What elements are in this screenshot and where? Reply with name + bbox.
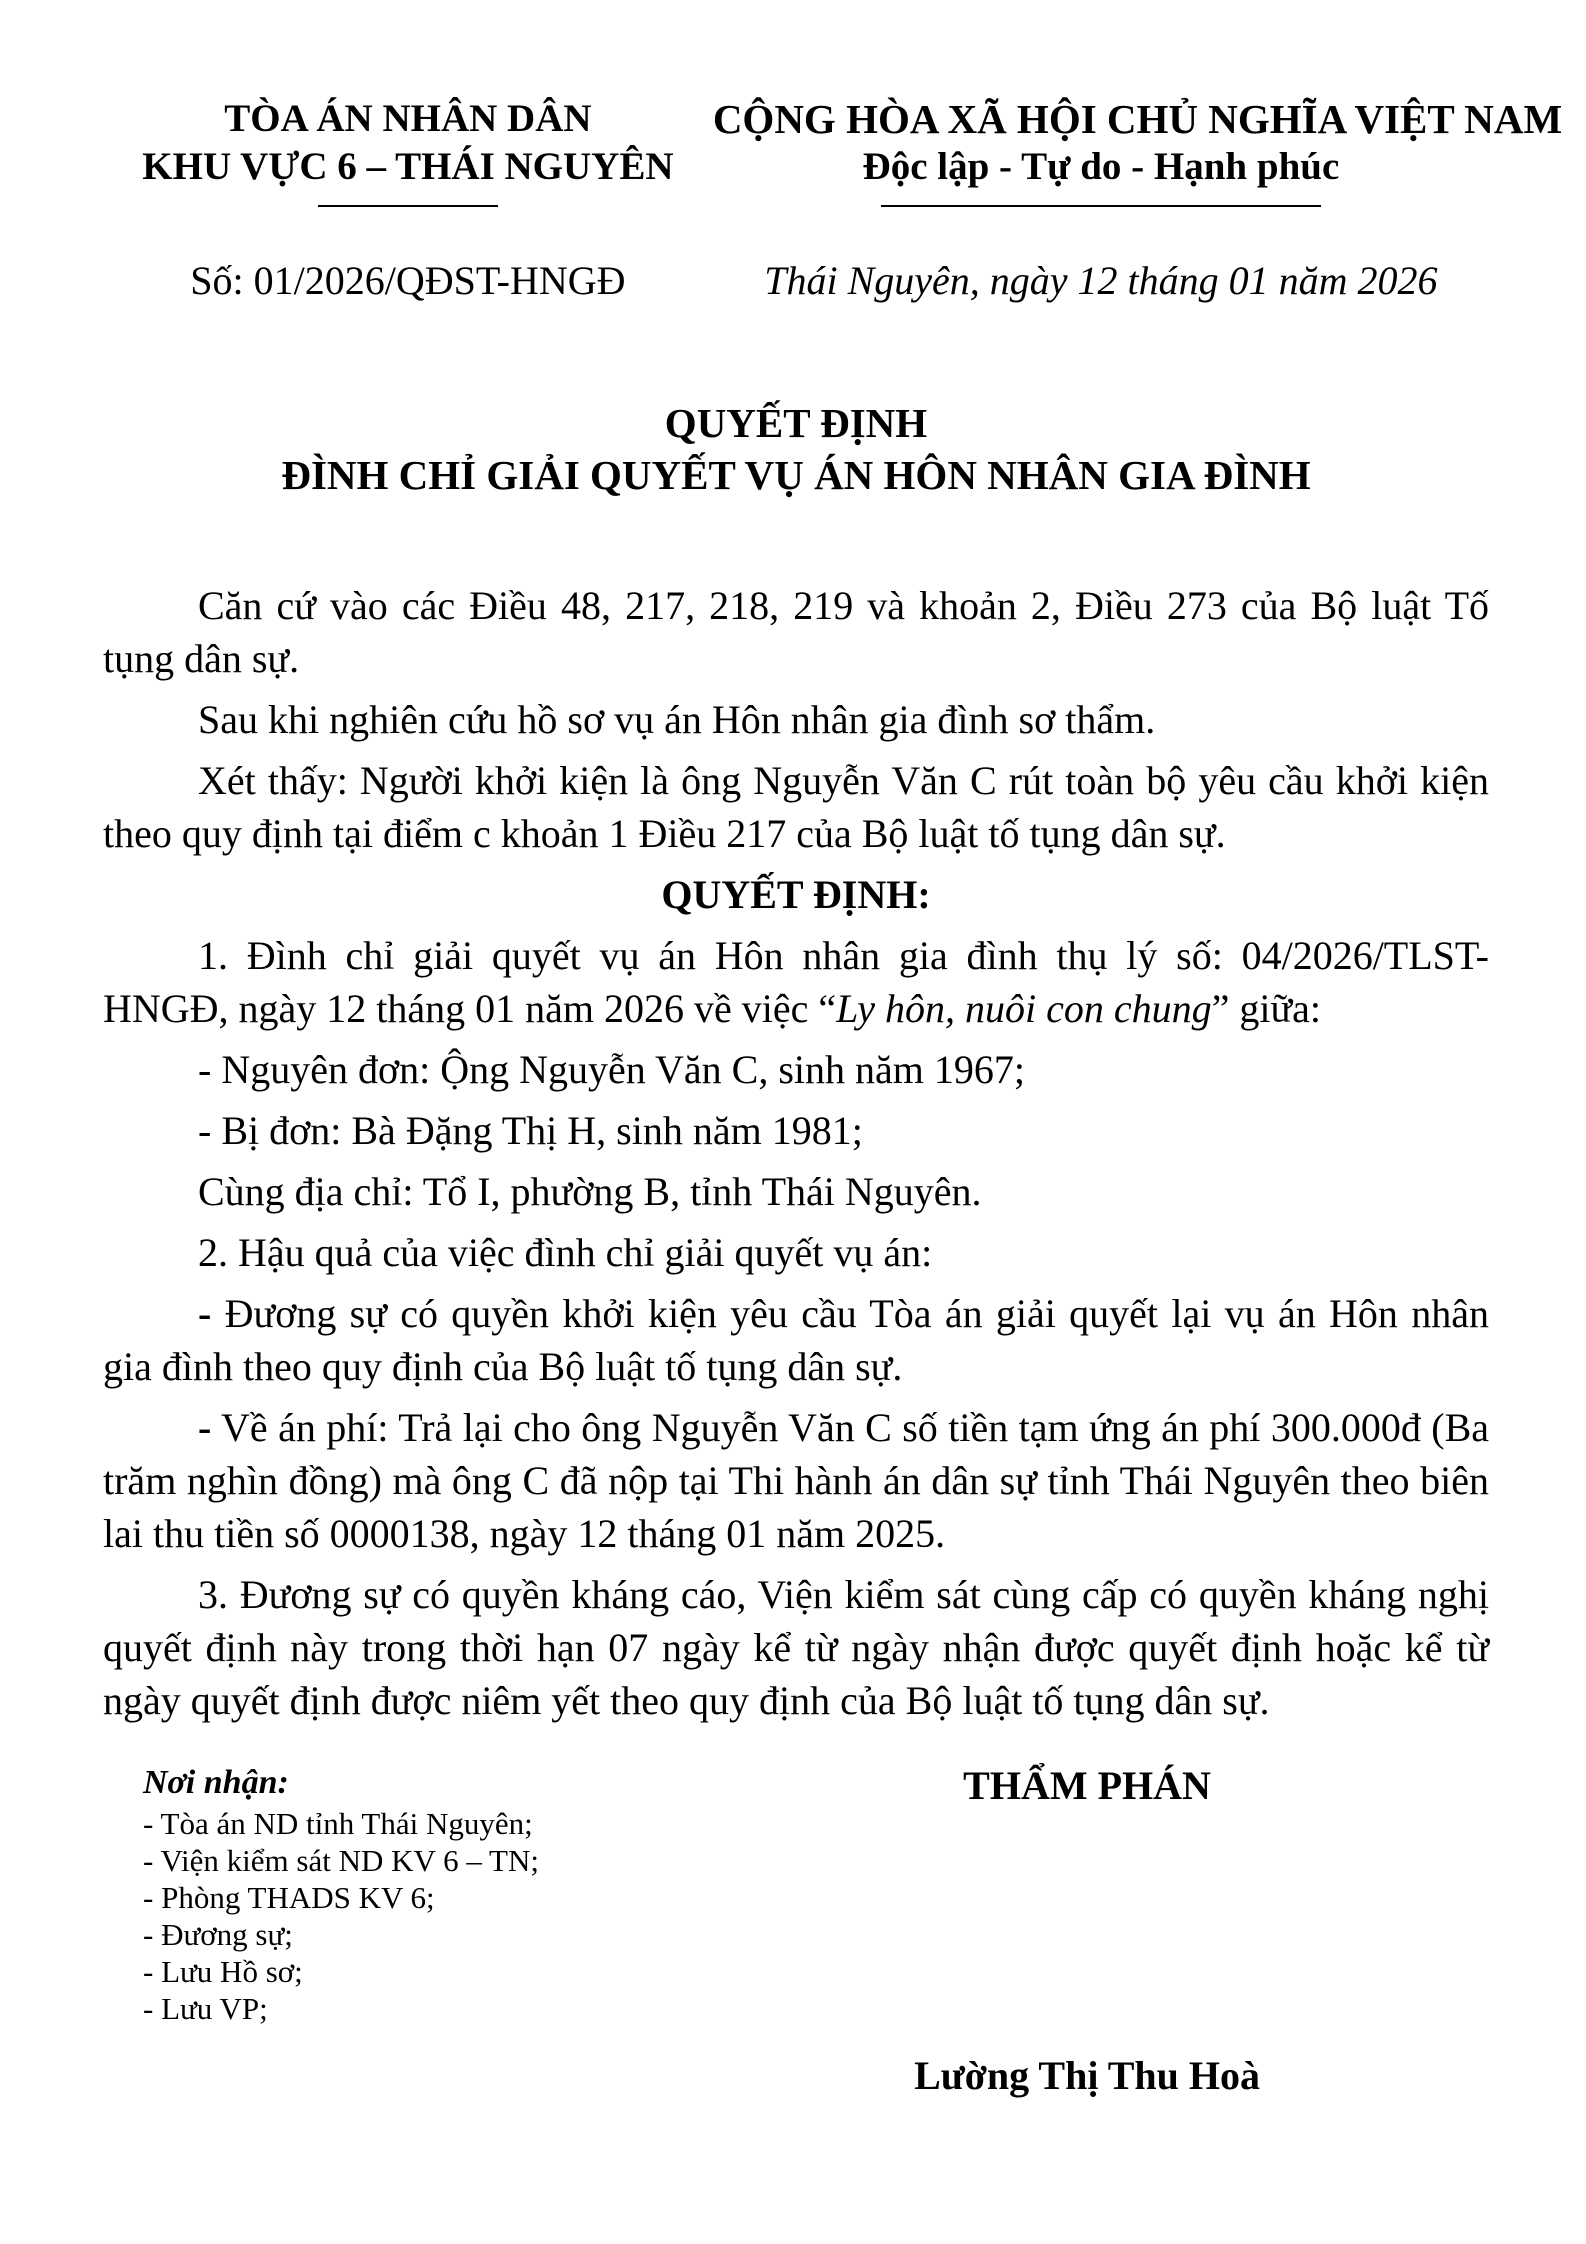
court-fee-text: Về án phí: Trả lại cho ông Nguyễn Văn C số tiền tạm ứng án phí 300.000đ (Ba trăm nghìn đồng) mà ông C đã nộp tại Thi hành án dân sự tỉnh Thái Nguyên theo biên lai thu tiền số 0000138, ngày 12 tháng 01 năm 2025. — [103, 1405, 1489, 1556]
recipient-item: - Tòa án ND tỉnh Thái Nguyên; — [143, 1806, 533, 1841]
consequence-text: Đương sự có quyền khởi kiện yêu cầu Tòa án giải quyết lại vụ án Hôn nhân gia đình theo quy định của Bộ luật tố tụng dân sự. — [103, 1291, 1489, 1389]
recipient-item: - Viện kiểm sát ND KV 6 – TN; — [143, 1843, 539, 1878]
place-and-date: Thái Nguyên, ngày 12 tháng 01 năm 2026 — [764, 258, 1438, 303]
decision-section-heading: QUYẾT ĐỊNH: — [661, 872, 931, 917]
court-name-line2: KHU VỰC 6 – THÁI NGUYÊN — [142, 145, 674, 188]
national-motto-block — [712, 95, 1563, 207]
recipients-heading: Nơi nhận: — [143, 1764, 289, 1801]
case-subject-italic: Ly hôn, nuôi con chung — [836, 986, 1212, 1031]
paragraph-findings: Xét thấy: Người khởi kiện là ông Nguyễn Văn C rút toàn bộ yêu cầu khởi kiện theo quy định tại điểm c khoản 1 Điều 217 của Bộ luật tố tụng dân sự. — [103, 758, 1489, 856]
document-header — [103, 95, 1563, 207]
title-line2: ĐÌNH CHỈ GIẢI QUYẾT VỤ ÁN HÔN NHÂN GIA ĐÌNH — [281, 452, 1311, 498]
court-name-line1: TÒA ÁN NHÂN DÂN — [224, 97, 592, 140]
consequence-dash: - — [198, 1291, 212, 1336]
recipient-item: - Đương sự; — [143, 1917, 293, 1952]
decision-1-prefix: 1. Đình chỉ giải quyết vụ án Hôn nhân gia đình thụ lý số: 04/2026/TLST-HNGĐ, ngày 12 tháng 01 năm 2026 về việc “ — [103, 933, 1489, 1031]
paragraph-court-fee — [103, 1401, 1489, 1560]
recipients-block — [103, 1761, 796, 2101]
republic-name: CỘNG HÒA XÃ HỘI CHỦ NGHĨA VIỆT NAM — [712, 96, 1563, 142]
paragraph-decision-1 — [103, 929, 1489, 1035]
judge-title: THẨM PHÁN — [963, 1763, 1211, 1808]
court-fee-dash: - — [198, 1405, 212, 1450]
recipient-item: - Lưu Hồ sơ; — [143, 1954, 303, 1989]
title-line1: QUYẾT ĐỊNH — [664, 400, 928, 446]
decision-1-suffix: ” giữa: — [1211, 986, 1322, 1031]
recipient-item: - Lưu VP; — [143, 1991, 268, 2026]
paragraph-appeal-right: 3. Đương sự có quyền kháng cáo, Viện kiểm sát cùng cấp có quyền kháng nghị quyết định này trong thời hạn 07 ngày kể từ ngày nhận được quyết định hoặc kể từ ngày quyết định được niêm yết theo quy định của Bộ luật tố tụng dân sự. — [103, 1572, 1489, 1723]
paragraph-legal-basis: Căn cứ vào các Điều 48, 217, 218, 219 và khoản 2, Điều 273 của Bộ luật Tố tụng dân sự. — [103, 583, 1489, 681]
paragraph-case-review: Sau khi nghiên cứu hồ sơ vụ án Hôn nhân gia đình sơ thẩm. — [198, 697, 1156, 742]
recipient-item: - Phòng THADS KV 6; — [143, 1880, 435, 1915]
paragraph-address: Cùng địa chỉ: Tổ I, phường B, tỉnh Thái Nguyên. — [198, 1169, 982, 1214]
national-motto: Độc lập - Tự do - Hạnh phúc — [862, 145, 1340, 188]
document-title — [103, 397, 1489, 501]
signature-block — [796, 1761, 1378, 2101]
document-subheader — [103, 257, 1489, 305]
court-block-divider — [318, 205, 498, 207]
document-number: Số: 01/2026/QĐST-HNGĐ — [190, 258, 626, 303]
paragraph-plaintiff: - Nguyên đơn: Ộng Nguyễn Văn C, sinh năm 1967; — [198, 1047, 1026, 1092]
judge-name: Lường Thị Thu Hoà — [914, 2053, 1261, 2098]
paragraph-defendant: - Bị đơn: Bà Đặng Thị H, sinh năm 1981; — [198, 1108, 863, 1153]
motto-divider — [881, 205, 1321, 207]
paragraph-consequence-right — [103, 1287, 1489, 1393]
document-footer — [103, 1761, 1489, 2101]
document-body — [103, 579, 1489, 1727]
paragraph-decision-2: 2. Hậu quả của việc đình chỉ giải quyết vụ án: — [198, 1230, 933, 1275]
issuing-court-block — [103, 95, 713, 207]
